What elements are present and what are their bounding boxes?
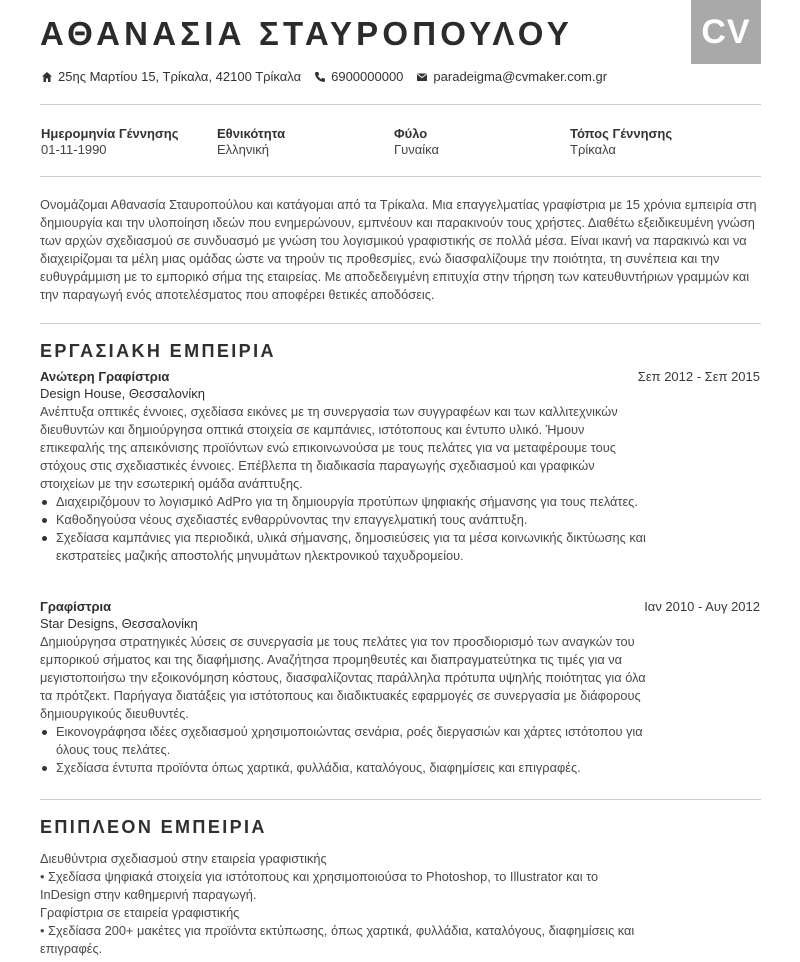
job-company: Star Designs, Θεσσαλονίκη (40, 616, 198, 631)
detail-label: Τόπος Γέννησης (570, 126, 673, 141)
detail-birthdate (41, 126, 179, 158)
job-bullets (40, 723, 646, 777)
contact-address (41, 69, 301, 84)
email-text[interactable]: paradeigma@cvmaker.com.gr (433, 69, 608, 84)
job-dates: Σεπ 2012 - Σεπ 2015 (637, 368, 760, 384)
phone-text: 6900000000 (331, 69, 404, 84)
job-entry (40, 367, 760, 565)
extra-line: Γραφίστρια σε εταιρεία γραφιστικής (40, 905, 240, 920)
extra-line: Διευθύντρια σχεδιασμού στην εταιρεία γραφιστικής (40, 851, 327, 866)
detail-label: Φύλο (394, 126, 428, 141)
detail-value: Γυναίκα (394, 142, 440, 157)
detail-label: Εθνικότητα (217, 126, 286, 141)
extra-line: • Σχεδίασα 200+ μακέτες για προϊόντα εκτύπωσης, όπως χαρτικά, φυλλάδια, καταλόγους, διαφημίσεις και επιγραφές. (40, 923, 635, 956)
contact-bar (41, 69, 620, 84)
list-item: Σχεδίασα έντυπα προϊόντα όπως χαρτικά, φυλλάδια, καταλόγους, διαφημίσεις και επιγραφές. (40, 759, 646, 777)
cv-badge: CV (691, 0, 761, 64)
detail-value: Ελληνική (217, 142, 270, 157)
detail-nationality (217, 126, 285, 158)
divider (40, 799, 761, 800)
extra-experience (40, 850, 650, 958)
job-title: Ανώτερη Γραφίστρια (40, 368, 170, 384)
detail-birthplace (570, 126, 672, 158)
mail-icon (416, 71, 428, 83)
section-title-extra: ΕΠΙΠΛΕΟΝ ΕΜΠΕΙΡΙΑ (40, 817, 267, 837)
job-bullets (40, 493, 646, 565)
detail-value: 01-11-1990 (41, 142, 107, 157)
divider (40, 176, 761, 177)
job-company: Design House, Θεσσαλονίκη (40, 386, 206, 401)
address-text: 25ης Μαρτίου 15, Τρίκαλα, 42100 Τρίκαλα (58, 69, 302, 84)
home-icon (41, 71, 53, 83)
divider (40, 104, 761, 105)
profile-summary: Ονομάζομαι Αθανασία Σταυροπούλου και κατάγομαι από τα Τρίκαλα. Μια επαγγελματίας γραφίστρια με 15 χρόνια εμπειρία στη δημιουργία και την υλοποίηση ιδεών που ενημερώνουν, εμπνέουν και παρακινούν τους χρήστες. Διαθέτω εξειδικευμένη γνώση των αρχών σχεδιασμού σε συνδυασμό με γνώση του λογισμικού γραφιστικής σε πολλά μέσα. Είναι ικανή να παρακινώ και να διαχειρίζομαι τα μέλη μιας ομάδας ώστε να τηρούν τις προθεσμίες, ενώ διασφαλίζουμε την ποιότητα, τη συνέπεια και την ευθυγράμμιση με το εμπορικό σήμα της εταιρείας. Με αποδεδειγμένη επιτυχία στην τήρηση των κατευθυντήριων γραμμών και την παραγωγή ενός αποτελέσματος που αποφέρει θετικές αποδόσεις. (40, 197, 757, 302)
job-title: Γραφίστρια (40, 598, 112, 614)
phone-icon (314, 71, 326, 83)
detail-gender (394, 126, 439, 158)
list-item: Διαχειριζόμουν το λογισμικό AdPro για τη δημιουργία προτύπων ψηφιακής σήμανσης για τους πελάτες. (40, 493, 646, 511)
job-description: Δημιούργησα στρατηγικές λύσεις σε συνεργασία με τους πελάτες για τον προσδιορισμό των αναγκών του εμπορικού σήματος και της διαφήμισης. Αναζήτησα προμηθευτές και διαπραγματεύτηκα τις τιμές για να μεγιστοποιήσω την εξοικονόμηση κόστους, διασφαλίζοντας παράλληλα πρότυπα υψηλής ποιότητας για όλα τα πρότζεκτ. Παρήγαγα διατάξεις για ιστότοπους και διαδικτυακές εφαρμογές σε συνεργασία με διάφορους δημιουργικούς διευθυντές. (40, 634, 646, 721)
extra-line: • Σχεδίασα ψηφιακά στοιχεία για ιστότοπους και χρησιμοποιούσα το Photoshop, το Illustrator και το InDesign στην καθημερινή παραγωγή. (40, 869, 599, 902)
list-item: Σχεδίασα καμπάνιες για περιοδικά, υλικά σήμανσης, δημοσιεύσεις για τα μέσα κοινωνικής δικτύωσης και εκστρατείες μαζικής αποστολής μηνυμάτων ηλεκτρονικού ταχυδρομείου. (40, 529, 646, 565)
divider (40, 323, 761, 324)
detail-label: Ημερομηνία Γέννησης (41, 126, 179, 141)
job-description: Ανέπτυξα οπτικές έννοιες, σχεδίασα εικόνες με τη συνεργασία των συγγραφέων και των καλλιτεχνικών διευθυντών και δημιούργησα οπτικά στοιχεία σε καμπάνιες, ιστότοπους και έντυπο υλικό. Ήμουν επικεφαλής της απεικόνισης προϊόντων ενώ επικοινωνούσα με τους πελάτες για να μεταφέρουμε τους στόχους στις σχεδιαστικές έννοιες. Επέβλεπα τη διαδικασία παραγωγής σχεδιασμού και γραφικών στοιχείων με την εσωτερική ομάδα ανάπτυξης. (40, 404, 618, 491)
contact-phone (314, 69, 403, 84)
job-dates: Ιαν 2010 - Αυγ 2012 (644, 598, 760, 614)
list-item: Εικονογράφησα ιδέες σχεδιασμού χρησιμοποιώντας σενάρια, ροές διεργασιών και χάρτες ιστότοπου για όλους τους πελάτες. (40, 723, 646, 759)
section-title-work: ΕΡΓΑΣΙΑΚΗ ΕΜΠΕΙΡΙΑ (40, 341, 276, 361)
detail-value: Τρίκαλα (570, 142, 616, 157)
job-entry (40, 597, 760, 777)
list-item: Καθοδηγούσα νέους σχεδιαστές ενθαρρύνοντας την επαγγελματική τους ανάπτυξη. (40, 511, 646, 529)
candidate-name: ΑΘΑΝΑΣΙΑ ΣΤΑΥΡΟΠΟΥΛΟΥ (40, 15, 573, 52)
contact-email (416, 69, 607, 84)
